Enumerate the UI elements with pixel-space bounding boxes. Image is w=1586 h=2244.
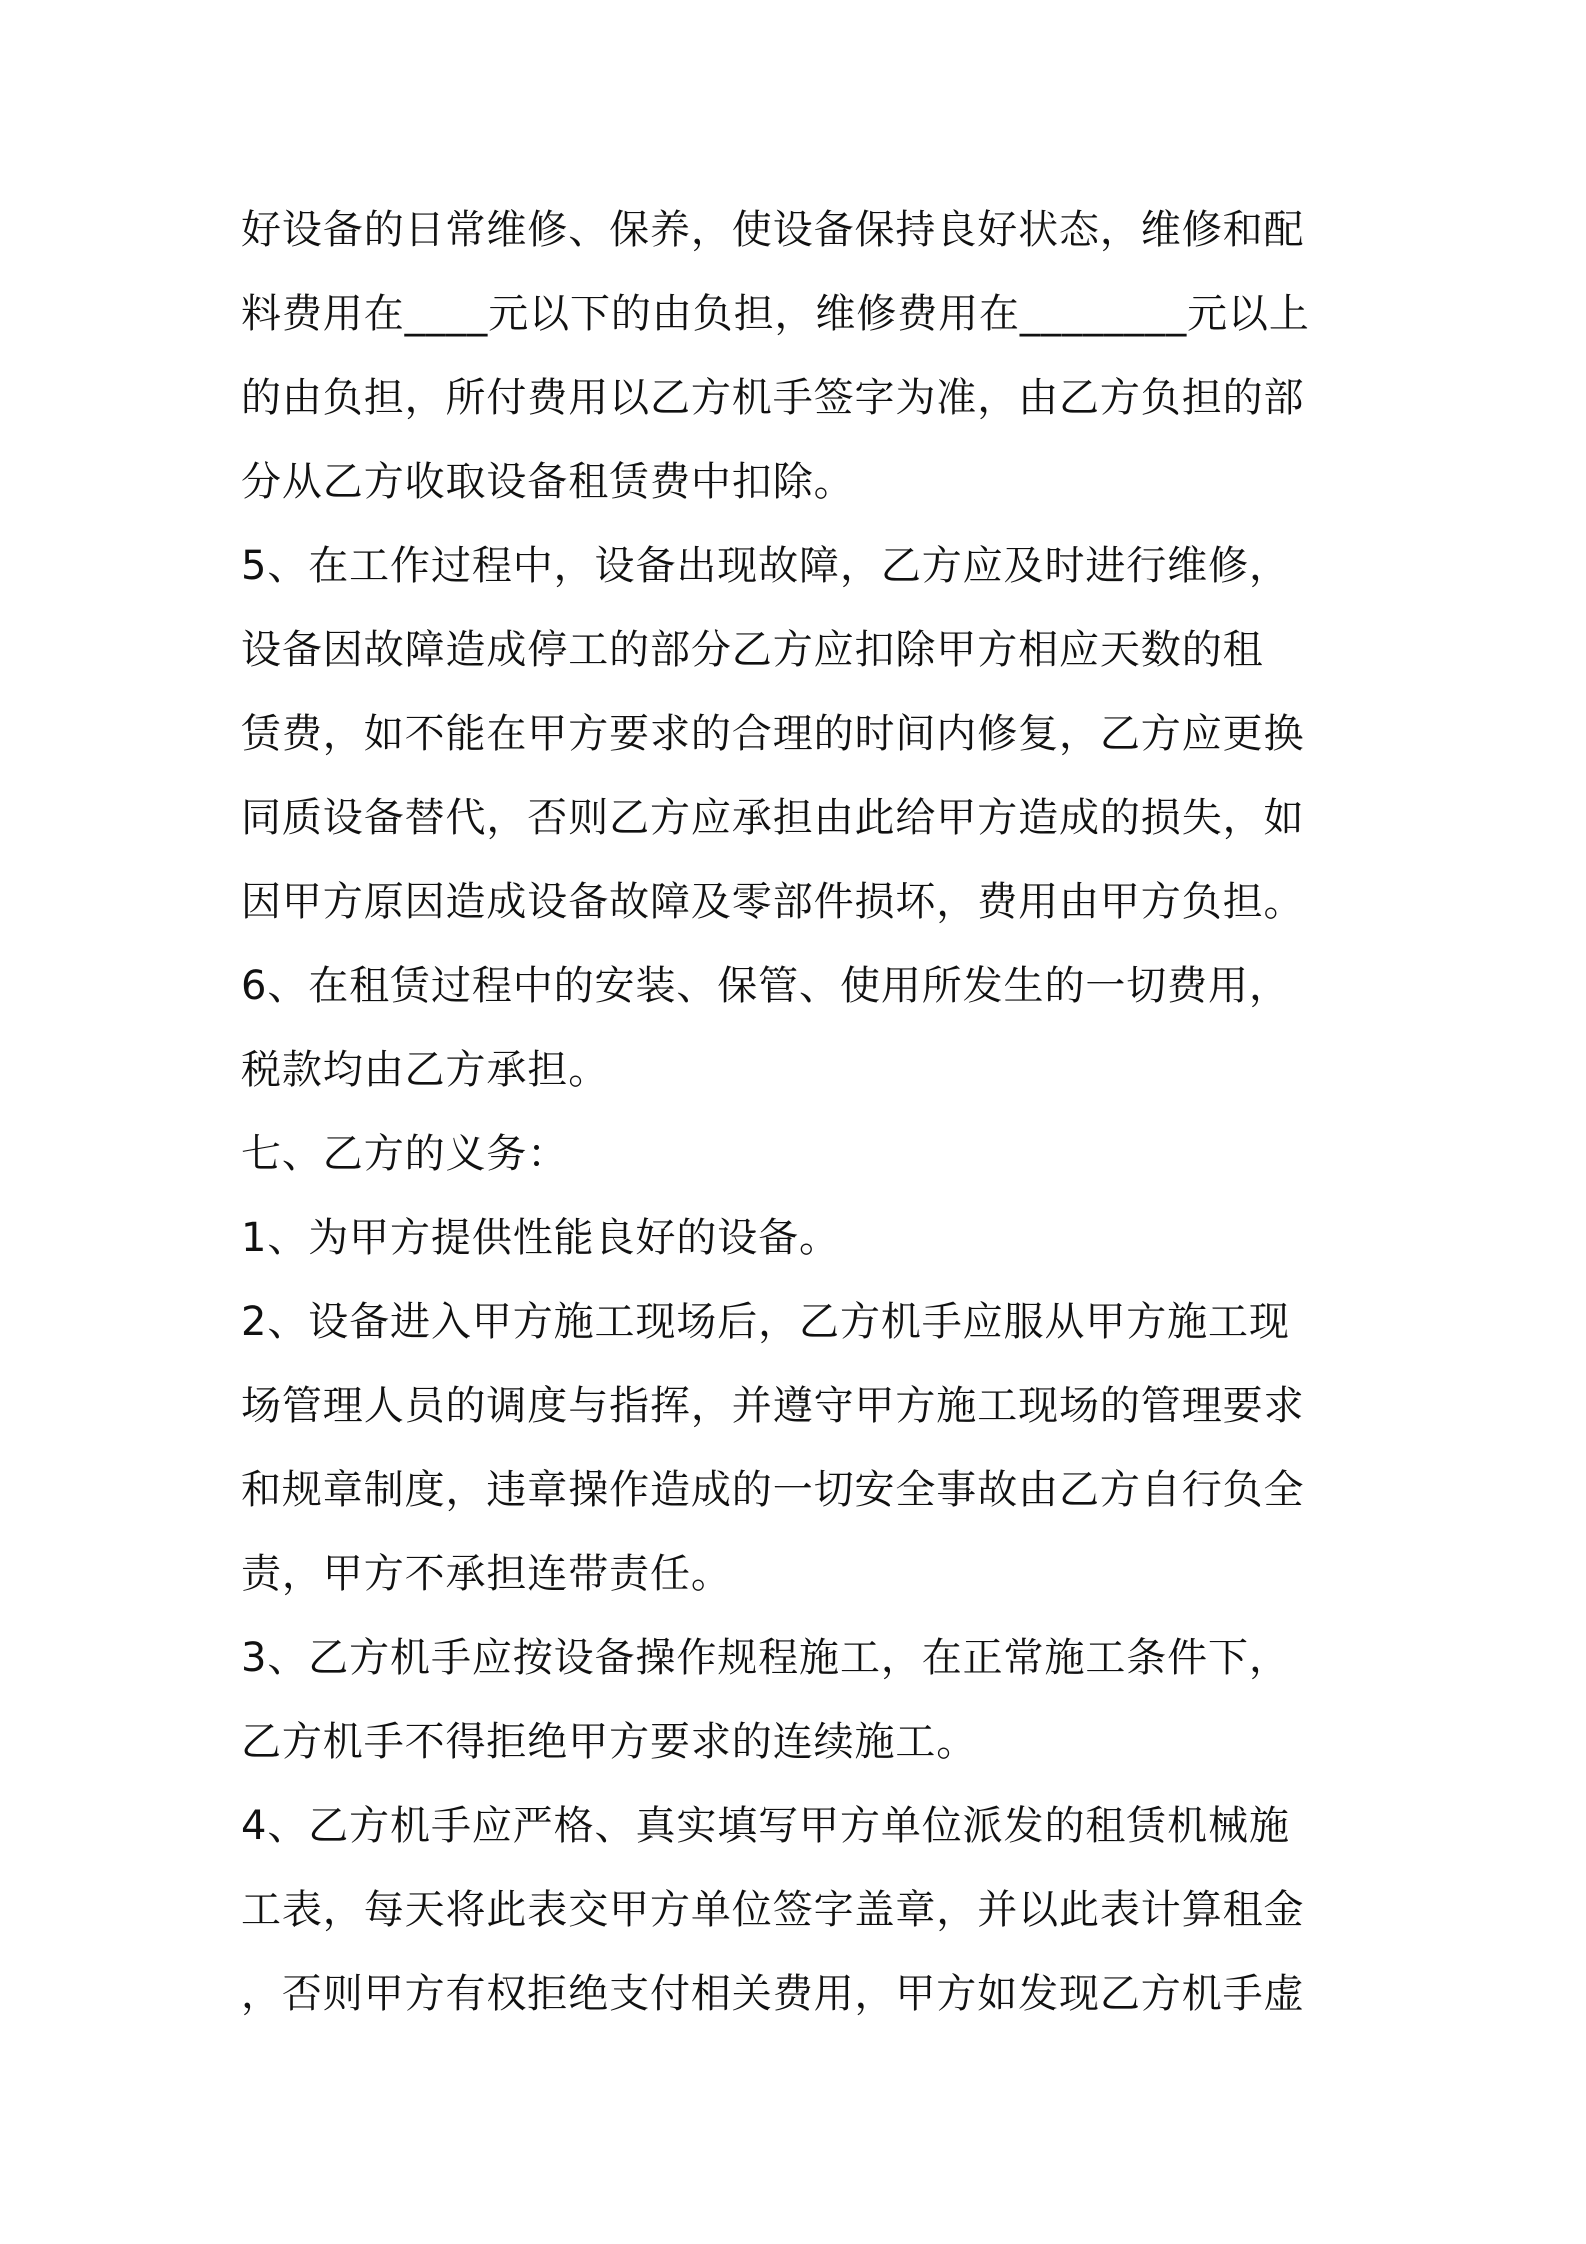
text-line: 因甲方原因造成设备故障及零部件损坏，费用由甲方负担。	[241, 879, 1305, 925]
text-line: 税款均由乙方承担。	[241, 1047, 610, 1093]
section-heading: 七、乙方的义务：	[241, 1131, 569, 1177]
text-line: 料费用在____元以下的由负担，维修费用在________元以上	[241, 291, 1310, 337]
text-line: 责，甲方不承担连带责任。	[241, 1551, 732, 1597]
text-line: 分从乙方收取设备租赁费中扣除。	[241, 459, 855, 505]
text-line: 的由负担，所付费用以乙方机手签字为准，由乙方负担的部	[241, 375, 1305, 421]
text-line: ，否则甲方有权拒绝支付相关费用，甲方如发现乙方机手虚	[241, 1971, 1305, 2017]
text-line: 1、为甲方提供性能良好的设备。	[241, 1215, 840, 1261]
text-line: 2、设备进入甲方施工现场后，乙方机手应服从甲方施工现	[241, 1299, 1290, 1345]
text-line: 设备因故障造成停工的部分乙方应扣除甲方相应天数的租	[241, 627, 1264, 673]
text-line: 6、在租赁过程中的安装、保管、使用所发生的一切费用，	[241, 963, 1290, 1009]
text-line: 场管理人员的调度与指挥，并遵守甲方施工现场的管理要求	[241, 1383, 1305, 1429]
text-line: 5、在工作过程中，设备出现故障，乙方应及时进行维修，	[241, 543, 1290, 589]
text-line: 赁费，如不能在甲方要求的合理的时间内修复，乙方应更换	[241, 711, 1305, 757]
text-line: 同质设备替代，否则乙方应承担由此给甲方造成的损失，如	[241, 795, 1305, 841]
text-line: 乙方机手不得拒绝甲方要求的连续施工。	[241, 1719, 978, 1765]
text-line: 3、乙方机手应按设备操作规程施工，在正常施工条件下，	[241, 1635, 1290, 1681]
text-line: 4、乙方机手应严格、真实填写甲方单位派发的租赁机械施	[241, 1803, 1290, 1849]
text-line: 好设备的日常维修、保养，使设备保持良好状态，维修和配	[241, 207, 1305, 253]
text-line: 工表，每天将此表交甲方单位签字盖章，并以此表计算租金	[241, 1887, 1305, 1933]
text-line: 和规章制度，违章操作造成的一切安全事故由乙方自行负全	[241, 1467, 1305, 1513]
